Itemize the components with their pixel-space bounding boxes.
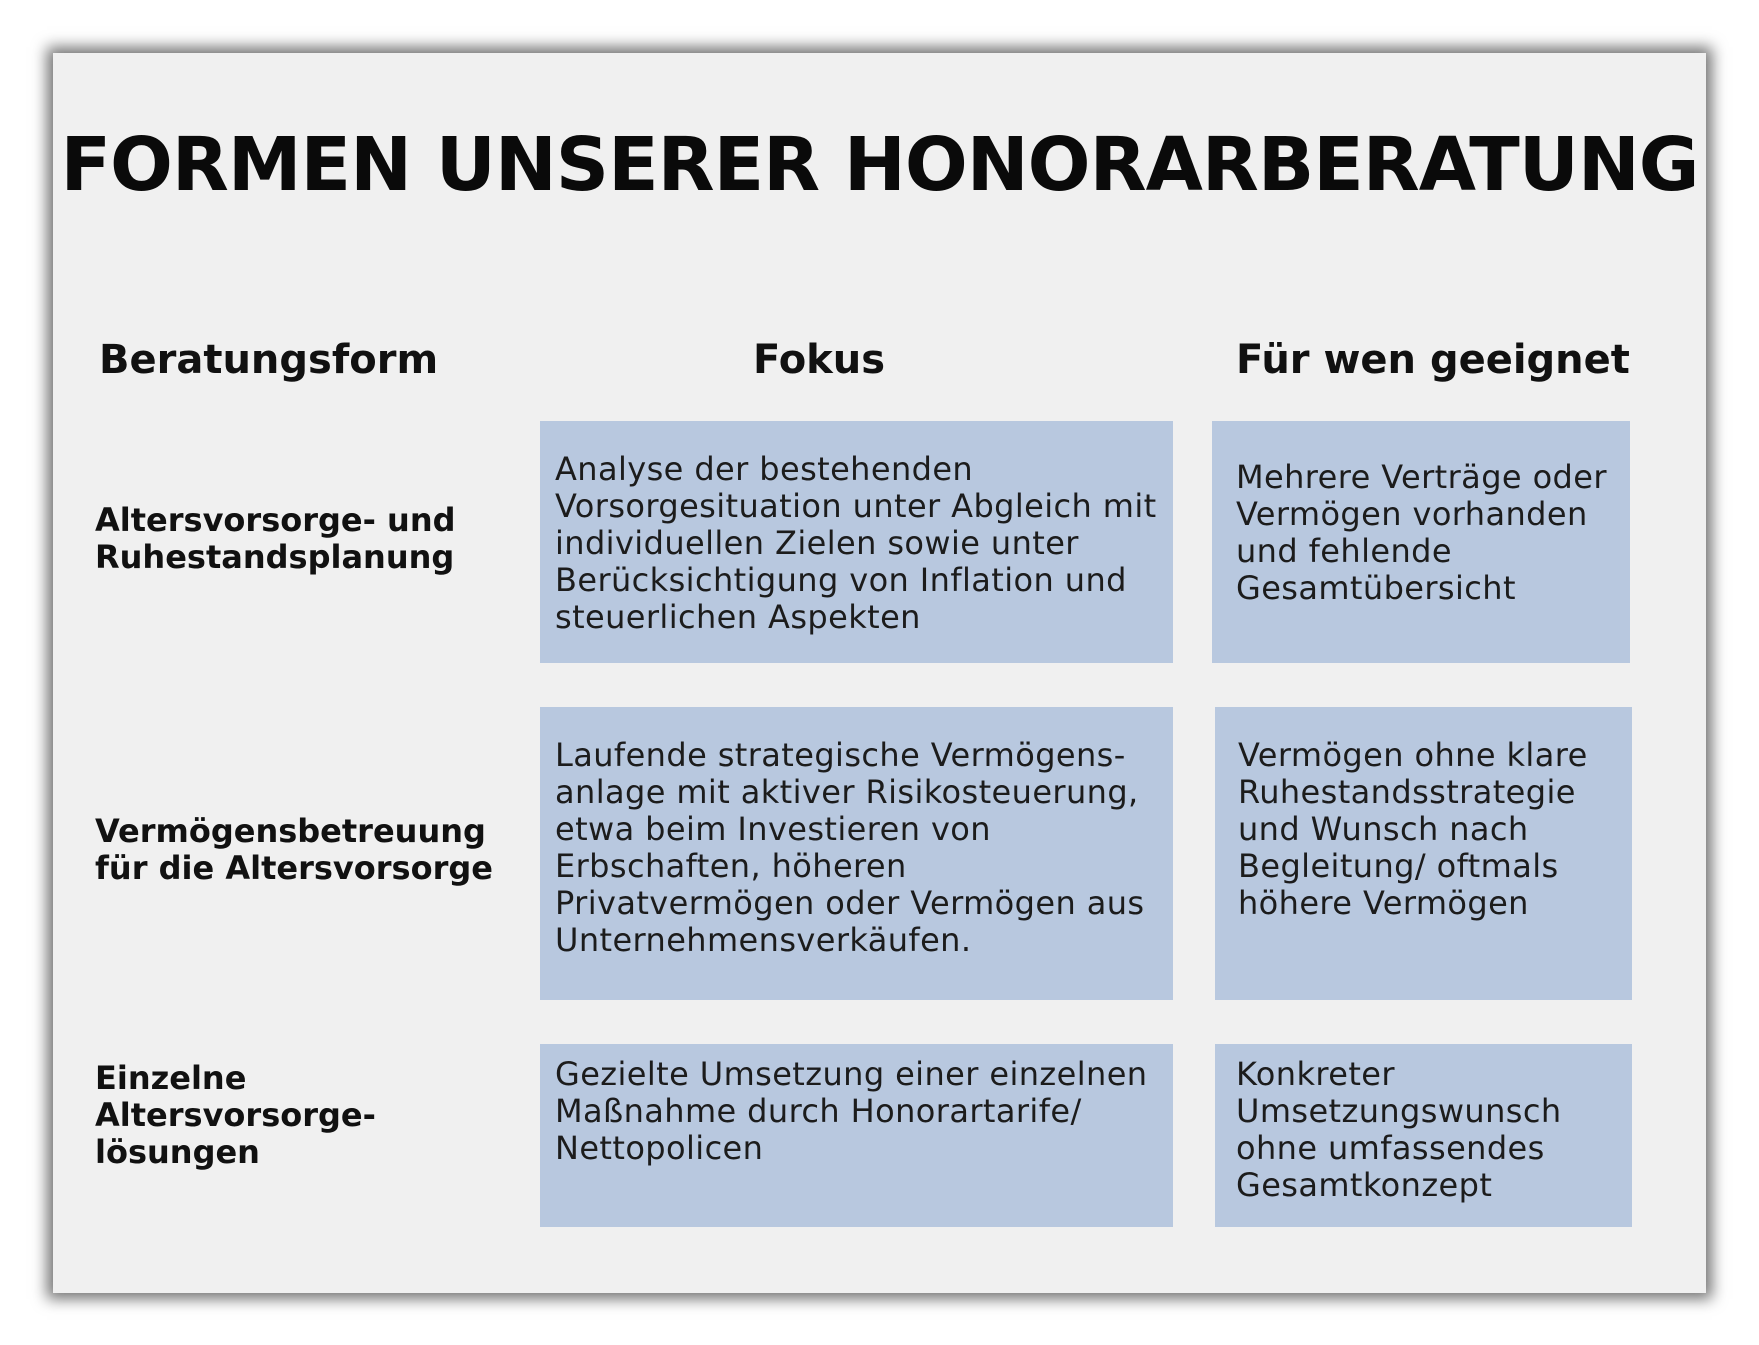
cell-focus-ruhestandsplanung: Analyse der bestehenden Vorsorgesituation unter Abgleich mit individuellen Zielen sowie unter Berücksichtigung von Inflation und steuerlichen Aspekten (540, 421, 1173, 663)
cell-audience-einzelne-loesungen: Konkreter Umsetzungswunsch ohne umfassendes Gesamtkonzept (1215, 1044, 1632, 1227)
cell-audience-vermoegensbetreuung: Vermögen ohne klare Ruhestandsstrategie und Wunsch nach Begleitung/ oftmals höhere Vermögen (1215, 707, 1632, 1000)
row-label-vermoegensbetreuung: Vermögensbetreuung für die Altersvorsorge (95, 812, 493, 887)
cell-audience-ruhestandsplanung: Mehrere Verträge oder Vermögen vorhanden und fehlende Gesamtübersicht (1212, 421, 1630, 663)
row-label-ruhestandsplanung: Altersvorsorge- und Ruhestandsplanung (95, 501, 456, 576)
cell-focus-einzelne-loesungen: Gezielte Umsetzung einer einzelnen Maßnahme durch Honorartarife/ Nettopolicen (540, 1044, 1173, 1227)
page-title: FORMEN UNSERER HONORARBERATUNG (60, 122, 1699, 208)
column-header-fokus: Fokus (753, 337, 886, 383)
cell-focus-vermoegensbetreuung: Laufende strategische Vermögens- anlage mit aktiver Risikosteuerung, etwa beim Investieren von Erbschaften, höheren Privatvermögen oder Vermögen aus Unternehmensverkäufen. (540, 707, 1173, 1000)
column-header-fuer-wen-geeignet: Für wen geeignet (1236, 337, 1630, 383)
row-label-einzelne-loesungen: Einzelne Altersvorsorge- lösungen (95, 1059, 376, 1171)
column-header-beratungsform: Beratungsform (99, 337, 439, 383)
